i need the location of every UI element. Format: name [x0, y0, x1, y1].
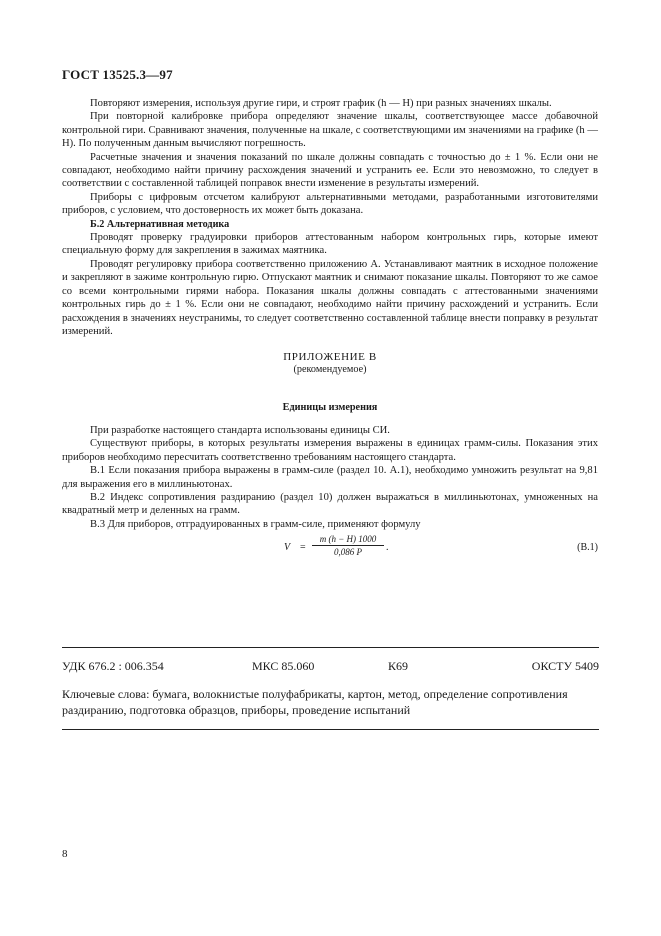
k-code: К69	[388, 659, 409, 673]
divider-bottom	[62, 729, 599, 730]
paragraph: В.2 Индекс сопротивления раздиранию (раздел 10) должен выражаться в миллиньютонах, умноженных на квадратный метр и деленных на грамм.	[62, 492, 598, 517]
mks-code: МКС 85.060	[252, 659, 315, 673]
fraction-bar	[312, 545, 384, 546]
okstu-code: ОКСТУ 5409	[531, 659, 599, 673]
paragraph: При повторной калибровке прибора определяют значение шкалы, соответствующее массе добавочной контрольной гири. Сравнивают значения, полученные на шкале, с соответствующими им значениями на графике (h — H). По полученным данным вычисляют погрешность.	[62, 111, 598, 150]
formula-numerator: m (h − H) 1000	[319, 534, 377, 544]
paragraph: В.3 Для приборов, отградуированных в грамм-силе, применяют формулу	[90, 518, 421, 530]
paragraph: Приборы с цифровым отсчетом калибруют альтернативными методами, разработанными изготовителями приборов, с условием, что достоверность их может быть доказана.	[62, 191, 598, 217]
paragraph: В.1 Если показания прибора выражены в грамм-силе (раздел 10. А.1), необходимо умножить результат на 9,81 для выражения его в миллиньютонах.	[62, 465, 598, 490]
formula-equals: =	[300, 542, 306, 553]
subheading-alternative-method: Б.2 Альтернативная методика	[90, 218, 230, 230]
formula-period: .	[386, 542, 389, 553]
classification-row	[62, 659, 599, 675]
formula-number: (В.1)	[577, 542, 598, 553]
formula-fraction	[312, 534, 384, 557]
formula-denominator: 0,086 P	[334, 547, 362, 557]
paragraph: Проводят регулировку прибора соответственно приложению А. Устанавливают маятник в исходное положение и закрепляют в зажиме контрольную гирю. Отпускают маятник и снимают показание шкалы. Повторяют то же самое со всеми контрольными гирями набора. Показания шкалы должны совпадать с аттестованными значениями контрольных гирь до ± 1 %. Если они не совпадают, необходимо найти причину расхождений и устранить. Если расхождения в значениях неустранимы, то следует соответственно составленной таблице внести поправку в результат измерений.	[62, 258, 598, 337]
paragraph: Проводят проверку градуировки приборов аттестованным набором контрольных гирь, которые имеют специальную форму для закрепления в зажимах маятника.	[62, 232, 598, 257]
formula-lhs: V	[284, 542, 291, 553]
appendix-subtitle: (рекомендуемое)	[293, 364, 367, 375]
paragraph: При разработке настоящего стандарта использованы единицы СИ.	[90, 425, 390, 436]
section-b-text	[62, 97, 598, 338]
section-title-units: Единицы измерения	[282, 402, 378, 413]
page-number: 8	[62, 848, 68, 860]
appendix-title: ПРИЛОЖЕНИЕ В	[283, 351, 377, 363]
paragraph: Существуют приборы, в которых результаты измерения выражены в единицах грамм-силы. Показания этих приборов необходимо пересчитать соответственно требованиям настоящего стандарта.	[62, 438, 598, 463]
divider-top	[62, 647, 599, 648]
document-code-header: ГОСТ 13525.3—97	[62, 67, 173, 82]
paragraph: Расчетные значения и значения показаний по шкале должны совпадать с точностью до ± 1 %. Если они не совпадают, необходимо найти причину расхождения значений и устранить ее. Если это невозможно, то следует в соответствии с составленной таблицей поправок внести изменение в результаты измерений.	[62, 151, 598, 190]
appendix-text	[62, 424, 598, 531]
paragraph: Повторяют измерения, используя другие гири, и строят график (h — H) при разных значениях шкалы.	[90, 98, 552, 109]
udk-code: УДК 676.2 : 006.354	[62, 659, 164, 673]
keywords: Ключевые слова: бумага, волокнистые полуфабрикаты, картон, метод, определение сопротивления раздиранию, подготовка образцов, приборы, проведение испытаний	[62, 687, 568, 717]
formula-b1	[62, 534, 598, 562]
